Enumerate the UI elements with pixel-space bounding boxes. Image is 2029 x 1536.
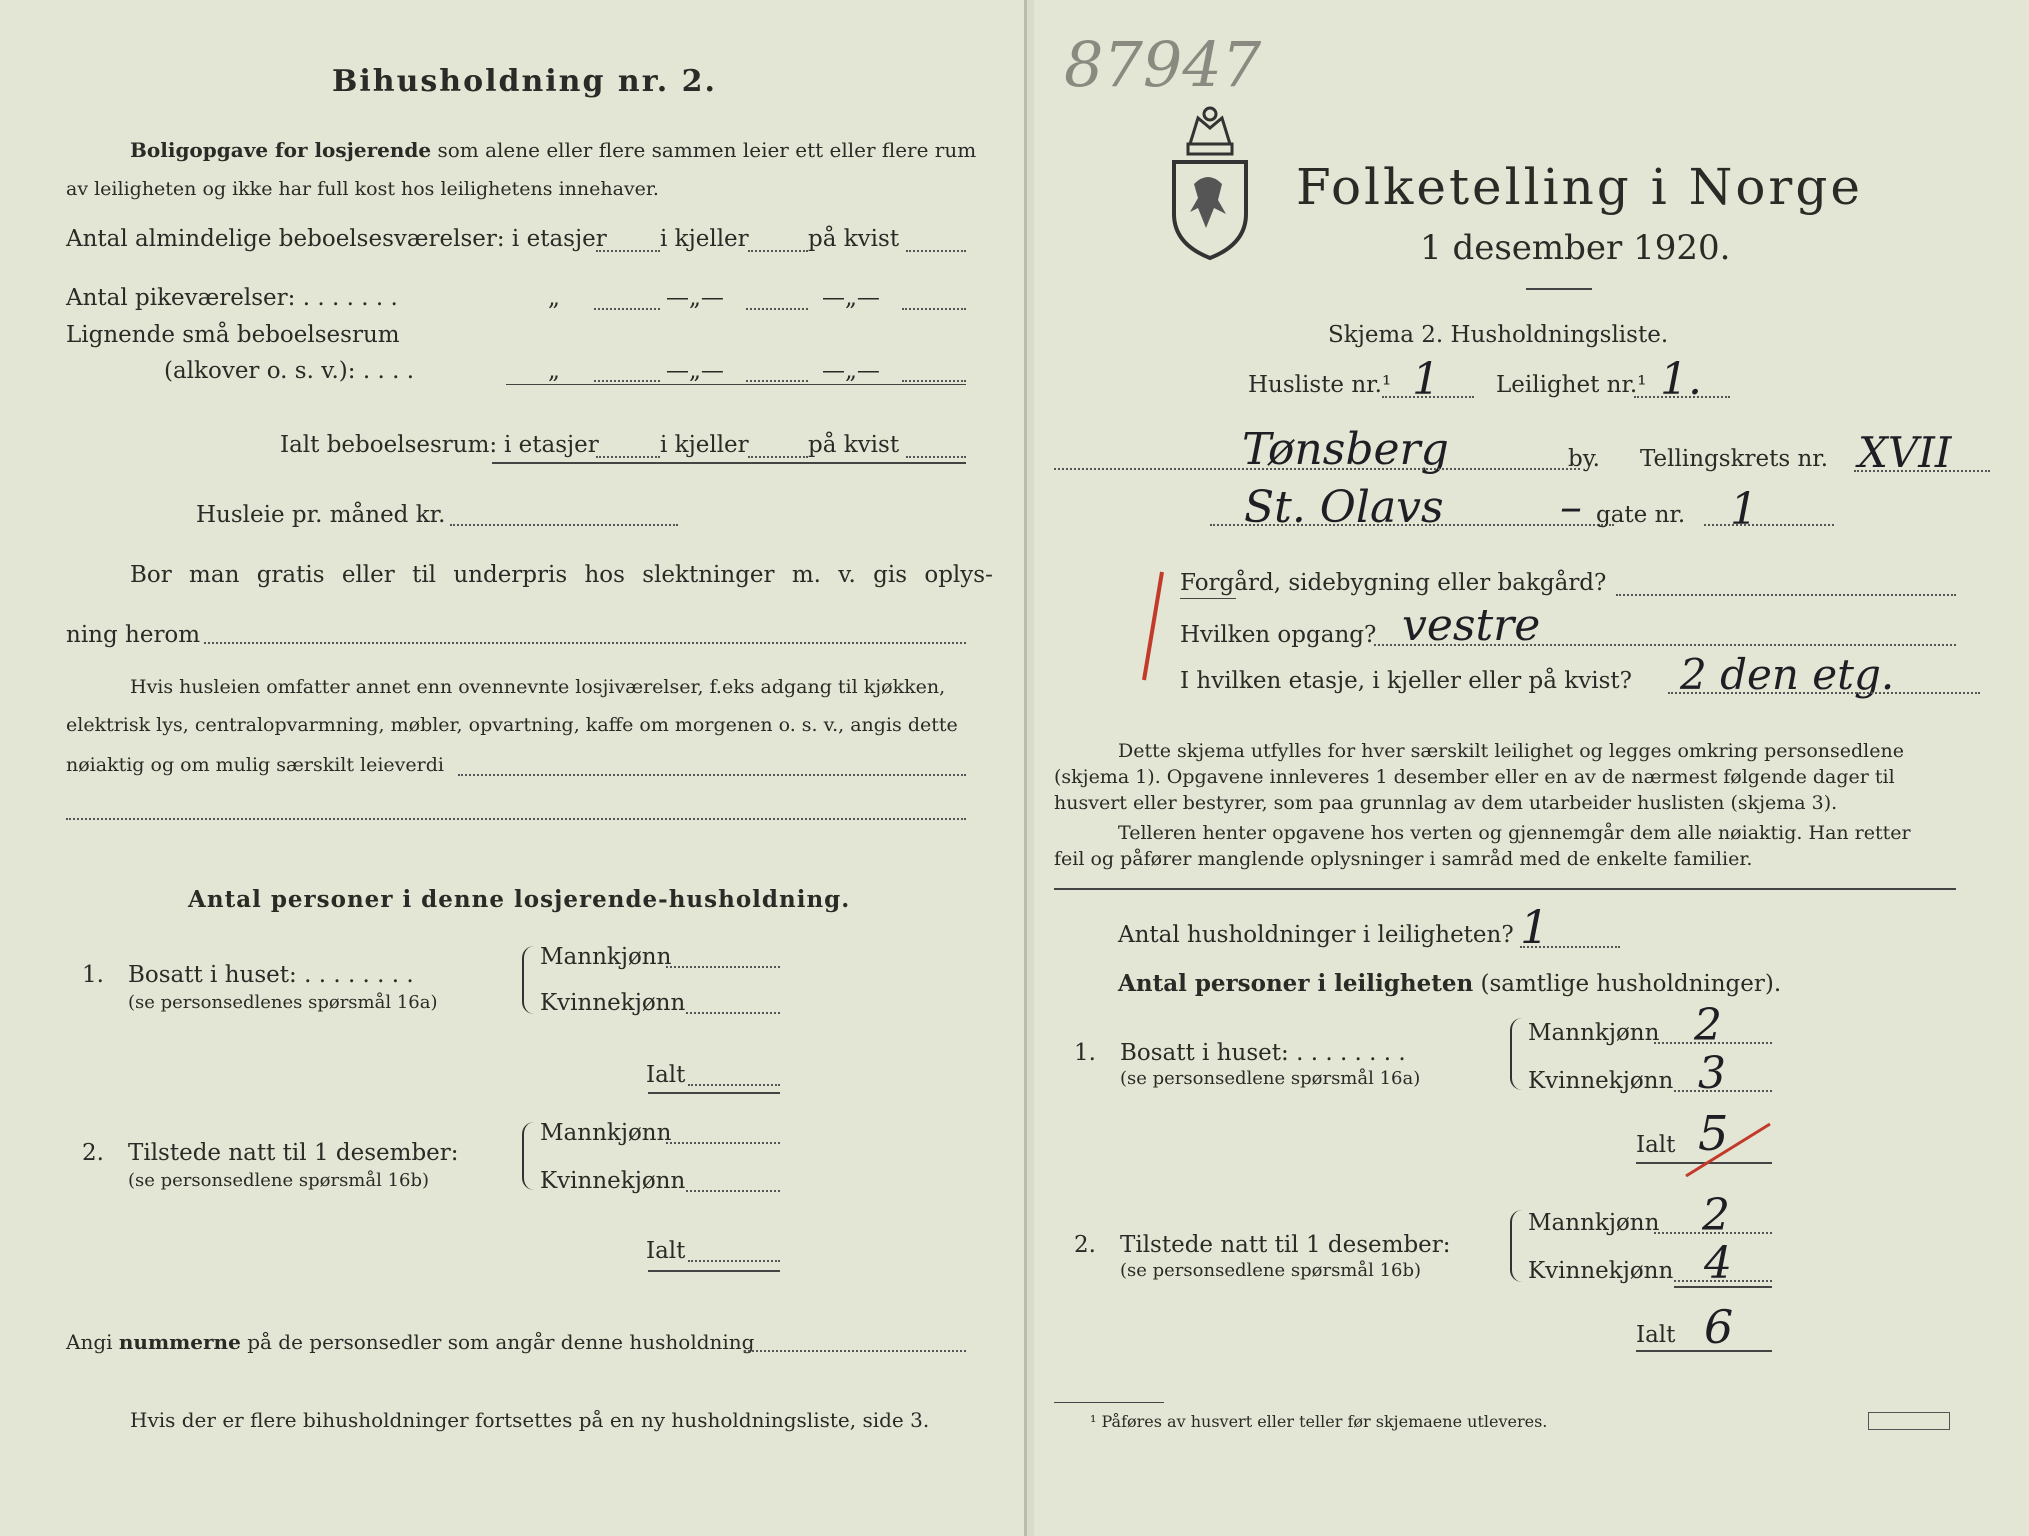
forgard-field[interactable] — [1616, 594, 1956, 596]
left-q1-mann-field[interactable] — [666, 966, 780, 968]
right-q2-mann-label: Mannkjønn — [1528, 1210, 1660, 1236]
dette-line-1: Dette skjema utfylles for hver særskilt leilighet og legges omkring personsedlene — [1118, 740, 1904, 762]
telleren-line-1: Telleren henter opgavene hos verten og gjennemgår dem alle nøiaktig. Han retter — [1118, 822, 1911, 844]
right-q2-ialt-label: Ialt — [1636, 1322, 1676, 1348]
right-q1-mann-label: Mannkjønn — [1528, 1020, 1660, 1046]
right-q2-num: 2. — [1074, 1232, 1096, 1258]
leilighet-label: Leilighet nr.¹ — [1496, 372, 1647, 398]
husliste-field — [1382, 396, 1474, 398]
etasje-label: I hvilken etasje, i kjeller eller på kvist? — [1180, 668, 1632, 694]
right-q1-ialt-value[interactable]: 5 — [1698, 1106, 1729, 1162]
title-rule — [1526, 288, 1592, 290]
left-q1-ialt-underline — [648, 1092, 780, 1094]
right-q2-kvinne-label: Kvinnekjønn — [1528, 1258, 1674, 1284]
bor-line-1: Bor man gratis eller til underpris hos slektninger m. v. gis oplys- — [130, 562, 993, 588]
ialt-underline — [492, 462, 966, 464]
right-q2-ialt-underline — [1636, 1350, 1772, 1352]
lignende-label-2: (alkover o. s. v.): . . . . — [164, 358, 415, 384]
gate-field — [1704, 524, 1834, 526]
left-q1-brace — [522, 946, 534, 1014]
left-q2-kvinne-label: Kvinnekjønn — [540, 1168, 686, 1194]
gate-value[interactable]: 1 — [1730, 484, 1758, 535]
intro-line-1: Boligopgave for losjerende som alene eller flere sammen leier ett eller flere rum — [130, 138, 977, 162]
leilighet-value[interactable]: 1. — [1660, 354, 1702, 405]
ialt-rooms-label: Ialt beboelsesrum: — [280, 432, 498, 458]
red-strike-icon — [1682, 1120, 1774, 1180]
telleren-line-2: feil og påfører manglende oplysninger i samråd med de enkelte familier. — [1054, 848, 1753, 870]
lignende-kjeller-field[interactable] — [746, 380, 808, 382]
husliste-label: Husliste nr.¹ — [1248, 372, 1392, 398]
lignende-ditto-2: —„— — [666, 358, 724, 384]
right-date: 1 desember 1920. — [1420, 228, 1731, 268]
left-q1-ialt-field[interactable] — [688, 1084, 780, 1086]
forgard-label: Forgård, sidebygning eller bakgård? — [1180, 570, 1607, 596]
right-persons-heading: Antal personer i leiligheten (samtlige husholdninger). — [1118, 970, 1782, 997]
etasje-value[interactable]: 2 den etg. — [1680, 650, 1895, 699]
left-q1-sub: (se personsedlenes spørsmål 16a) — [128, 992, 438, 1013]
left-q2-mann-label: Mannkjønn — [540, 1120, 672, 1146]
right-q2-kvinne-field — [1674, 1280, 1772, 1282]
pike-ditto-1: „ — [548, 285, 560, 311]
hush-field — [1520, 946, 1620, 948]
angi-line: Angi nummerne på de personsedler som angår denne husholdning — [66, 1330, 755, 1354]
right-q2-mann-field — [1654, 1232, 1772, 1234]
left-q1-ialt-label: Ialt — [646, 1062, 686, 1088]
left-persons-heading: Antal personer i denne losjerende-husholdning. — [188, 886, 851, 913]
dette-line-3: husvert eller bestyrer, som paa grunnlag av dem utarbeider huslisten (skjema 3). — [1054, 792, 1838, 814]
etasje-field — [1668, 692, 1980, 694]
printer-mark-icon — [1868, 1412, 1950, 1430]
hush-label: Antal husholdninger i leiligheten? — [1118, 922, 1514, 948]
intro-line-2: av leiligheten og ikke har full kost hos leilighetens innehaver. — [66, 178, 659, 200]
right-q2-brace — [1510, 1210, 1522, 1282]
left-q2-num: 2. — [82, 1140, 104, 1166]
stamp-number: 87947 — [1064, 28, 1262, 101]
right-q1-mann-field — [1654, 1042, 1772, 1044]
left-footer: Hvis der er flere bihusholdninger fortsettes på en ny husholdningsliste, side 3. — [130, 1408, 930, 1432]
right-q2-mann-value[interactable]: 2 — [1702, 1190, 1730, 1241]
lignende-underline — [506, 384, 966, 385]
lignende-kvist-field[interactable] — [902, 380, 966, 382]
footnote-rule — [1054, 1402, 1164, 1403]
rooms-kvist-field[interactable] — [906, 250, 966, 252]
left-q2-brace — [522, 1122, 534, 1190]
gate-label: gate nr. — [1596, 502, 1686, 528]
right-q1-label: Bosatt i huset: . . . . . . . . — [1120, 1040, 1406, 1066]
right-q2-sub: (se personsedlene spørsmål 16b) — [1120, 1260, 1422, 1281]
left-q1-kvinne-label: Kvinnekjønn — [540, 990, 686, 1016]
husliste-value[interactable]: 1 — [1412, 354, 1440, 405]
pike-ditto-2: —„— — [666, 285, 724, 311]
right-q1-brace — [1510, 1018, 1522, 1090]
opgang-label: Hvilken opgang? — [1180, 622, 1377, 648]
left-q1-label: Bosatt i huset: . . . . . . . . — [128, 962, 414, 988]
pike-etasjer-field[interactable] — [594, 308, 660, 310]
opgang-field — [1374, 644, 1956, 646]
left-title: Bihusholdning nr. 2. — [332, 64, 717, 99]
leieverdi-field[interactable] — [458, 774, 966, 776]
street-dash: – — [1560, 482, 1582, 533]
ialt-etasjer-field[interactable] — [596, 456, 660, 458]
ialt-kjeller-label: i kjeller — [660, 432, 749, 458]
left-q2-ialt-label: Ialt — [646, 1238, 686, 1264]
ialt-kvist-field[interactable] — [906, 456, 966, 458]
pike-ditto-3: —„— — [822, 285, 880, 311]
right-q2-ialt-value[interactable]: 6 — [1704, 1300, 1734, 1354]
lignende-ditto-3: —„— — [822, 358, 880, 384]
dette-line-2: (skjema 1). Opgavene innleveres 1 desember eller en av de nærmest følgende dager til — [1054, 766, 1895, 788]
hvis-line-3: nøiaktig og om mulig særskilt leieverdi — [66, 754, 444, 776]
lignende-label-1: Lignende små beboelsesrum — [66, 322, 400, 348]
instructions-rule — [1054, 888, 1956, 890]
left-q2-sub: (se personsedlene spørsmål 16b) — [128, 1170, 430, 1191]
forgard-underline — [1180, 598, 1236, 599]
city-value[interactable]: Tønsberg — [1242, 424, 1449, 475]
ialt-kjeller-field[interactable] — [748, 456, 808, 458]
lignende-etasjer-field[interactable] — [594, 380, 660, 382]
right-page — [1034, 0, 2029, 1536]
right-q1-kvinne-value[interactable]: 3 — [1698, 1048, 1726, 1099]
husleie-label: Husleie pr. måned kr. — [196, 502, 446, 528]
coat-of-arms-icon — [1168, 104, 1252, 262]
pike-label: Antal pikeværelser: . . . . . . . — [66, 285, 398, 311]
opgang-value[interactable]: vestre — [1402, 600, 1541, 651]
rooms-etasjer-field[interactable] — [596, 250, 660, 252]
bor-line-2: ning herom — [66, 622, 201, 648]
right-q1-mann-value[interactable]: 2 — [1694, 1000, 1722, 1051]
krets-value[interactable]: XVII — [1858, 428, 1952, 477]
hvis-line-2: elektrisk lys, centralopvarmning, møbler, opvartning, kaffe om morgenen o. s. v., angis dette — [66, 714, 958, 736]
skjema-label: Skjema 2. Husholdningsliste. — [1328, 322, 1669, 348]
pike-kjeller-field[interactable] — [746, 308, 808, 310]
right-q1-num: 1. — [1074, 1040, 1096, 1066]
left-q1-mann-label: Mannkjønn — [540, 944, 672, 970]
left-q2-ialt-underline — [648, 1270, 780, 1272]
rooms-kvist-label: på kvist — [808, 226, 900, 252]
ialt-kvist-label: på kvist — [808, 432, 900, 458]
left-q2-label: Tilstede natt til 1 desember: — [128, 1140, 459, 1166]
hush-value[interactable]: 1 — [1520, 900, 1550, 954]
bor-field[interactable] — [204, 642, 966, 644]
street-field — [1210, 524, 1614, 526]
right-q1-sub: (se personsedlene spørsmål 16a) — [1120, 1068, 1421, 1089]
right-q2-label: Tilstede natt til 1 desember: — [1120, 1232, 1451, 1258]
pike-kvist-field[interactable] — [902, 308, 966, 310]
left-q1-kvinne-field[interactable] — [686, 1012, 780, 1014]
left-q2-kvinne-field[interactable] — [686, 1190, 780, 1192]
angi-field[interactable] — [744, 1350, 966, 1352]
rooms-kjeller-field[interactable] — [748, 250, 808, 252]
left-q2-mann-field[interactable] — [666, 1142, 780, 1144]
by-label: by. — [1568, 446, 1600, 472]
right-q1-kvinne-label: Kvinnekjønn — [1528, 1068, 1674, 1094]
hvis-line-1: Hvis husleien omfatter annet enn ovennevnte losjiværelser, f.eks adgang til kjøkken, — [130, 676, 946, 698]
rooms-label: Antal almindelige beboelsesværelser: i etasjer — [66, 226, 607, 252]
right-q2-kvinne-value[interactable]: 4 — [1704, 1238, 1732, 1289]
husleie-field[interactable] — [450, 524, 678, 526]
leieverdi-field-2[interactable] — [66, 818, 966, 820]
leilighet-field — [1634, 396, 1730, 398]
right-q2-kvinne-underline — [1674, 1286, 1772, 1288]
right-title: Folketelling i Norge — [1296, 158, 1863, 216]
left-q1-num: 1. — [82, 962, 104, 988]
krets-label: Tellingskrets nr. — [1640, 446, 1829, 472]
right-q1-kvinne-field — [1674, 1090, 1772, 1092]
lignende-ditto-1: „ — [548, 358, 560, 384]
right-footnote: ¹ Påføres av husvert eller teller før skjemaene utleveres. — [1090, 1412, 1548, 1431]
left-q2-ialt-field[interactable] — [688, 1260, 780, 1262]
right-q1-ialt-label: Ialt — [1636, 1132, 1676, 1158]
ialt-etasjer-label: i etasjer — [504, 432, 599, 458]
red-check-mark-icon — [1134, 566, 1174, 686]
street-value[interactable]: St. Olavs — [1244, 482, 1444, 533]
krets-field — [1854, 470, 1990, 472]
city-field — [1054, 468, 1580, 470]
rooms-kjeller-label: i kjeller — [660, 226, 749, 252]
